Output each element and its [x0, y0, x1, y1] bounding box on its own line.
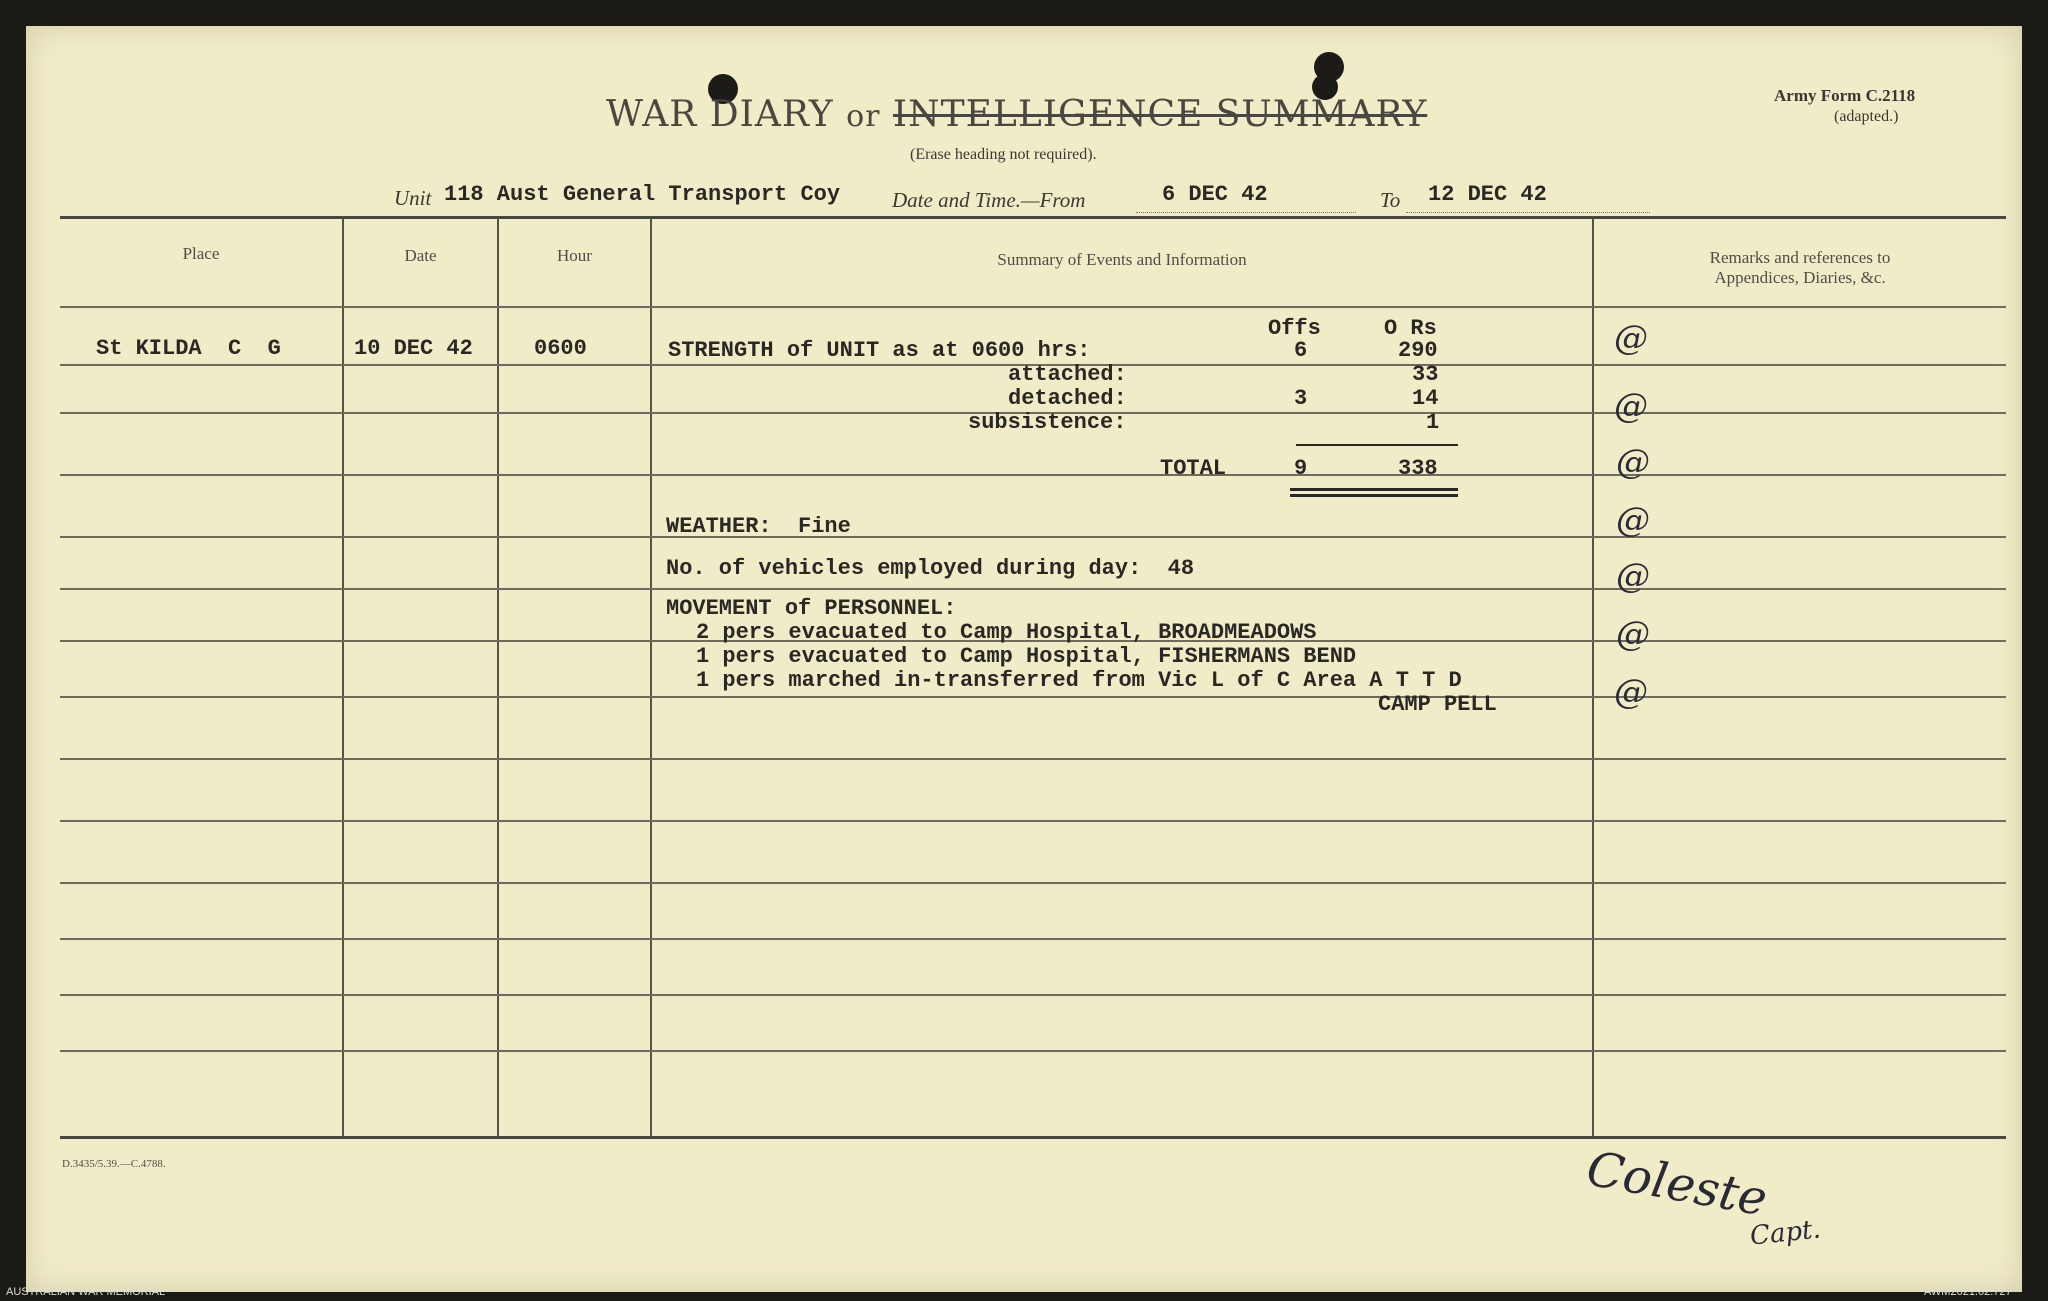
- subsistence-label: subsistence:: [968, 410, 1127, 435]
- row-line: [60, 820, 2006, 822]
- unit-label: Unit: [394, 186, 432, 210]
- col-divider-date: [497, 219, 499, 1136]
- strength-col-offs: Offs: [1268, 316, 1321, 341]
- total-ors: 338: [1398, 456, 1438, 481]
- header-hour: Hour: [557, 246, 592, 265]
- attached-ors: 33: [1412, 362, 1439, 387]
- total-label: TOTAL: [1160, 456, 1227, 481]
- remark-mark: @: [1616, 500, 1650, 540]
- movement-line: 1 pers evacuated to Camp Hospital, FISHERMANS BEND: [696, 644, 1357, 669]
- col-divider-place: [342, 219, 344, 1136]
- footer-left: AUSTRALIAN WAR MEMORIAL: [6, 1286, 166, 1298]
- print-code: D.3435/5.39.—C.4788.: [62, 1158, 166, 1170]
- row-line: [60, 758, 2006, 760]
- row-line: [60, 882, 2006, 884]
- movement-line: CAMP PELL: [1378, 692, 1497, 717]
- title-war-diary: WAR DIARY: [606, 94, 834, 135]
- strength-col-ors: O Rs: [1384, 316, 1437, 341]
- remark-mark: @: [1614, 672, 1648, 712]
- from-value: 6 DEC 42: [1162, 182, 1268, 207]
- detached-label: detached:: [1008, 386, 1127, 411]
- movement-line: 1 pers marched in-transferred from Vic L of C Area A T T D: [696, 668, 1462, 693]
- header-place: Place: [182, 244, 220, 263]
- entry-place: St KILDA C G: [96, 336, 281, 361]
- vehicles-entry: No. of vehicles employed during day: 48: [666, 556, 1195, 581]
- col-divider-hour: [650, 219, 652, 1136]
- total-double-rule-2: [1290, 494, 1458, 497]
- unit-value: 118 Aust General Transport Coy: [444, 182, 841, 207]
- date-label: Date and Time.—From: [892, 188, 1086, 212]
- total-rule: [1296, 444, 1458, 446]
- entry-hour: 0600: [534, 336, 587, 361]
- erase-note: (Erase heading not required).: [910, 146, 1097, 163]
- row-line: [60, 696, 2006, 698]
- form-title: [606, 94, 1427, 135]
- col-divider-summary: [1592, 219, 1594, 1136]
- title-struck: INTELLIGENCE SUMMARY: [892, 94, 1428, 135]
- header-remarks-1: Remarks and references to: [1709, 248, 1891, 267]
- strength-ors: 290: [1398, 338, 1438, 363]
- to-dotted-line: [1406, 212, 1650, 213]
- signature: Coleste: [1582, 1140, 1772, 1228]
- remark-mark: @: [1614, 318, 1648, 358]
- total-double-rule-1: [1290, 488, 1458, 491]
- attached-label: attached:: [1008, 362, 1127, 387]
- footer-right: AWM2021.62.727: [1924, 1286, 2012, 1298]
- remark-mark: @: [1616, 614, 1650, 654]
- diary-page: [26, 26, 2022, 1292]
- army-form-note: (adapted.): [1834, 108, 1899, 125]
- table-bottom-border: [60, 1136, 2006, 1139]
- row-line: [60, 588, 2006, 590]
- row-line: [60, 536, 2006, 538]
- title-or: or: [846, 99, 881, 134]
- row-line: [60, 938, 2006, 940]
- header-rule: [60, 306, 2006, 308]
- detached-offs: 3: [1294, 386, 1308, 411]
- from-dotted-line: [1136, 212, 1356, 213]
- header-summary: Summary of Events and Information: [997, 250, 1247, 269]
- row-line: [60, 1050, 2006, 1052]
- table-top-border: [60, 216, 2006, 219]
- army-form-label: Army Form C.2118: [1774, 86, 1916, 105]
- movement-line: 2 pers evacuated to Camp Hospital, BROADMEADOWS: [696, 620, 1317, 645]
- to-value: 12 DEC 42: [1428, 182, 1547, 207]
- row-line: [60, 474, 2006, 476]
- entry-date: 10 DEC 42: [354, 336, 473, 361]
- to-label: To: [1380, 188, 1401, 212]
- remark-mark: @: [1616, 442, 1650, 482]
- header-date: Date: [404, 246, 437, 265]
- total-offs: 9: [1294, 456, 1308, 481]
- header-remarks-2: Appendices, Diaries, &c.: [1714, 268, 1886, 287]
- movement-title: MOVEMENT of PERSONNEL:: [666, 596, 957, 621]
- signature-rank: Capt.: [1748, 1214, 1823, 1252]
- remark-mark: @: [1616, 556, 1650, 596]
- subsistence-ors: 1: [1426, 410, 1440, 435]
- detached-ors: 14: [1412, 386, 1439, 411]
- strength-label: STRENGTH of UNIT as at 0600 hrs:: [668, 338, 1091, 363]
- row-line: [60, 994, 2006, 996]
- weather-entry: WEATHER: Fine: [666, 514, 851, 539]
- strength-offs: 6: [1294, 338, 1308, 363]
- remark-mark: @: [1614, 386, 1648, 426]
